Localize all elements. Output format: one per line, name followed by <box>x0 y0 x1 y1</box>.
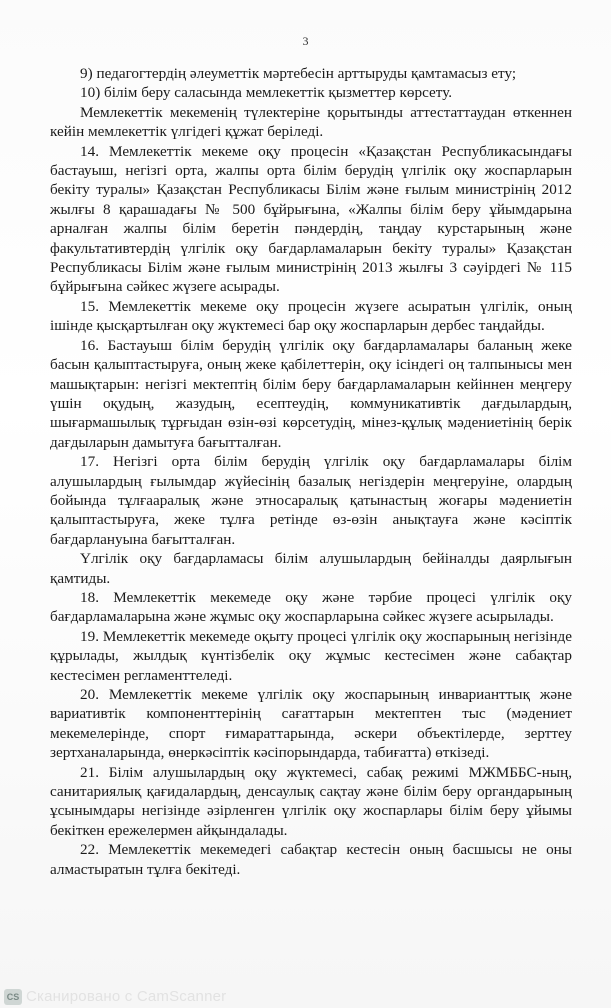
paragraph: 17. Негізгі орта білім берудің үлгілік оқу бағдарламалары білім алушылардың ғылымдар жүйесінің базалық негіздерін меңгеруіне, олардың бойында тұлғааралық және этносаралық қатынастың жоғары мәдениетін қалыптастыруға, жеке тұлға ретінде өз-өзін анықтауға және кәсіптік бағдарлануына бағытталған. <box>50 453 572 548</box>
paragraph: 15. Мемлекеттік мекеме оқу процесін жүзеге асыратын үлгілік, оның ішінде қысқартылған оқу жүктемесі бар оқу жоспарларын дербес таңдайды. <box>50 297 572 335</box>
paragraph: 19. Мемлекеттік мекемеде оқыту процесі үлгілік оқу жоспарының негізінде құрылады, жылдық күнтізбелік оқу жұмыс кестесімен және сабақтар кестесімен регламенттеледі. <box>50 627 572 684</box>
paragraph: 21. Білім алушылардың оқу жүктемесі, сабақ режимі МЖМББС-ның, санитариялық қағидалардың, денсаулық сақтау және білім беру органдарының ұсынымдары негізінде әзірленген үлгілік оқу жоспарлары білім беру ұйымы бекіткен ережелермен айқындалады. <box>50 763 572 839</box>
paragraph: 18. Мемлекеттік мекемеде оқу және тәрбие процесі үлгілік оқу бағдарламаларына және жұмыс оқу жоспарларына сәйкес жүзеге асырылады. <box>50 588 572 626</box>
paragraph: 16. Бастауыш білім берудің үлгілік оқу бағдарламалары баланың жеке басын қалыптастыруға, оның жеке қабілеттерін, оқу ісіндегі оң талпынысы мен машықтарын: негізгі мектептің білім беру бағдарламаларын кейіннен меңгеру үшін оқудың, жазудың, есептеудің, коммуникативтік дағдылардың, шығармашылық тұрғыдан өзін-өзі көрсетудің, мінез-құлық мәдениетінің берік дағдыларын дамытуға бағытталған. <box>50 336 572 451</box>
paragraph: 14. Мемлекеттік мекеме оқу процесін «Қазақстан Республикасындағы бастауыш, негізгі орта, жалпы орта білім берудің үлгілік оқу жоспарларын бекіту туралы» Қазақстан Республикасы Білім және ғылым министрінің 2012 жылғы 8 қарашадағы № 500 бұйрығына, «Жалпы білім беру ұйымдарына арналған жалпы білім беретін пәндердің, таңдау курстарының және факультативтердің үлгілік оқу бағдарламаларын бекіту туралы» Қазақстан Республикасы Білім және ғылым министрінің 2013 жылғы 3 сәуірдегі № 115 бұйрығына сәйкес жүзеге асырады. <box>50 142 572 296</box>
paragraph: Мемлекеттік мекеменің түлектеріне қорытынды аттестаттаудан өткеннен кейін мемлекеттік үлгідегі құжат беріледі. <box>50 103 572 141</box>
page-number: 3 <box>302 34 309 48</box>
camscanner-logo-icon: CS <box>4 989 22 1005</box>
paragraph: 22. Мемлекеттік мекемедегі сабақтар кестесін оның басшысы не оны алмастыратын тұлға бекітеді. <box>50 841 572 878</box>
scanner-watermark <box>0 986 611 1008</box>
paragraph: 9) педагогтердің әлеуметтік мәртебесін арттыруды қамтамасыз ету; <box>80 65 517 82</box>
paragraph: 20. Мемлекеттік мекеме үлгілік оқу жоспарының инварианттық және вариативтік компоненттерінің сағаттарын мектептен тыс (мәдениет мекемелерінде, спорт ғимараттарында, әскери объектілерде, зерттеу зертханаларында, өнеркәсіптік кәсіпорындарда, табиғатта) өткізеді. <box>50 686 572 762</box>
document-body <box>50 64 572 879</box>
scanner-watermark-text: Сканировано с CamScanner <box>26 988 227 1005</box>
paragraph: Үлгілік оқу бағдарламасы білім алушылардың бейіналды даярлығын қамтиды. <box>50 550 572 587</box>
paragraph: 10) білім беру саласында мемлекеттік қызметтер көрсету. <box>80 84 453 102</box>
